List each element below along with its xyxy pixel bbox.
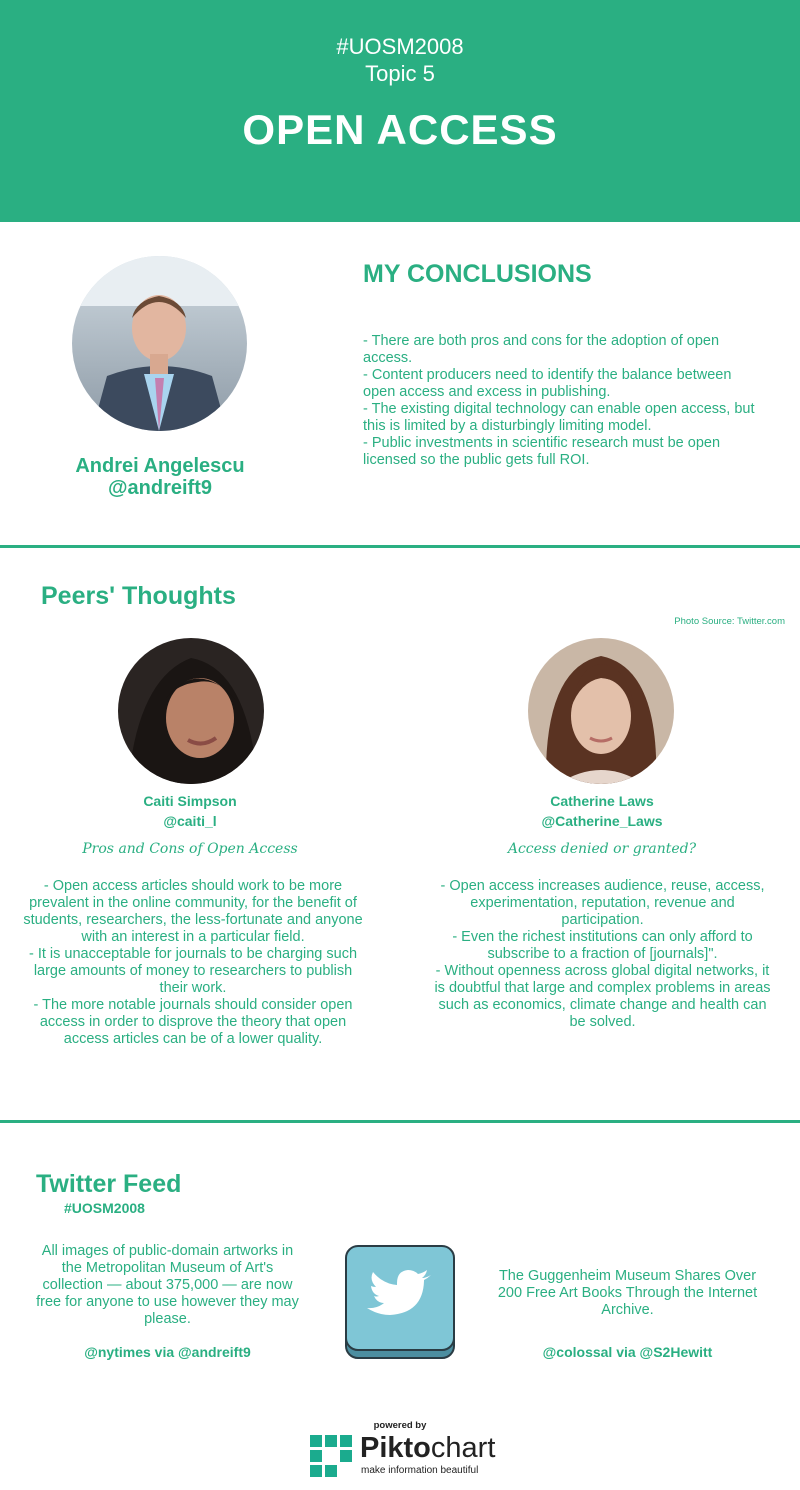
conclusion-item: - The existing digital technology can enable open access, but this is limited by a disturbingly limiting model.	[363, 401, 755, 434]
author-avatar	[72, 256, 247, 431]
conclusions-list	[363, 333, 758, 469]
section-divider	[0, 1120, 800, 1123]
conclusion-item: - There are both pros and cons for the adoption of open access.	[363, 333, 720, 366]
piktochart-tagline: make information beautiful	[361, 1465, 479, 1476]
peer-thoughts	[430, 878, 775, 1031]
author-name: Andrei Angelescu	[75, 455, 245, 477]
peers-heading: Peers' Thoughts	[41, 582, 236, 610]
peer-point: - It is unacceptable for journals to be charging such large amounts of money to researchers to publish their work.	[28, 946, 358, 996]
conclusion-item: - Public investments in scientific research must be open licensed so the public gets full ROI.	[363, 435, 721, 468]
peer-handle: @Catherine_Laws	[541, 813, 663, 829]
brand-first: Pikto	[360, 1432, 431, 1464]
peer-name: Caiti Simpson	[143, 793, 237, 809]
peer-point: - The more notable journals should consider open access in order to disprove the theory that open access articles can be of a lower quality.	[33, 997, 353, 1047]
author-handle: @andreift9	[108, 477, 212, 499]
peer-name: Catherine Laws	[550, 793, 654, 809]
peer-avatar-catherine	[528, 638, 674, 784]
peer-avatar-caiti	[118, 638, 264, 784]
peer-topic-title: Access denied or granted?	[507, 841, 697, 857]
brand-second: chart	[430, 1432, 496, 1464]
powered-by-label: powered by	[373, 1420, 427, 1431]
twitter-bird-icon	[345, 1245, 455, 1359]
peer-thoughts	[18, 878, 368, 1048]
peer-topic-title: Pros and Cons of Open Access	[82, 841, 298, 857]
piktochart-logo	[310, 1435, 356, 1479]
tweet-text: The Guggenheim Museum Shares Over 200 Free Art Books Through the Internet Archive.	[497, 1268, 758, 1318]
header-topic: Topic 5	[365, 61, 435, 86]
photo-source: Photo Source: Twitter.com	[674, 616, 785, 627]
tweet-credit: @colossal via @S2Hewitt	[542, 1344, 713, 1360]
peer-point: - Open access increases audience, reuse, access, experimentation, reputation, revenue and participation.	[440, 878, 765, 928]
peer-point: - Without openness across global digital networks, it is doubtful that large and complex problems in areas such as economics, climate change and health can be solved.	[434, 963, 771, 1030]
header-banner	[0, 0, 800, 222]
piktochart-wordmark	[360, 1432, 500, 1464]
peer-point: - Even the richest institutions can only afford to subscribe to a fraction of [journals]".	[452, 929, 753, 962]
header-hashtag: #UOSM2008	[336, 34, 464, 59]
conclusion-item: - Content producers need to identify the balance between open access and excess in publishing.	[363, 367, 732, 400]
page-title: OPEN ACCESS	[242, 106, 558, 153]
tweet-credit: @nytimes via @andreift9	[84, 1344, 251, 1360]
twitter-heading: Twitter Feed	[36, 1170, 182, 1198]
section-divider	[0, 545, 800, 548]
twitter-hashtag: #UOSM2008	[64, 1200, 145, 1216]
conclusions-heading: MY CONCLUSIONS	[363, 260, 592, 288]
peer-handle: @caiti_l	[163, 813, 217, 829]
peer-point: - Open access articles should work to be more prevalent in the online community, for the benefit of students, researchers, the less-fortunate and anyone with an interest in a particular field.	[23, 878, 363, 945]
tweet-text: All images of public-domain artworks in the Metropolitan Museum of Art's collection — about 375,000 — are now free for anyone to use however they may please.	[36, 1243, 299, 1327]
